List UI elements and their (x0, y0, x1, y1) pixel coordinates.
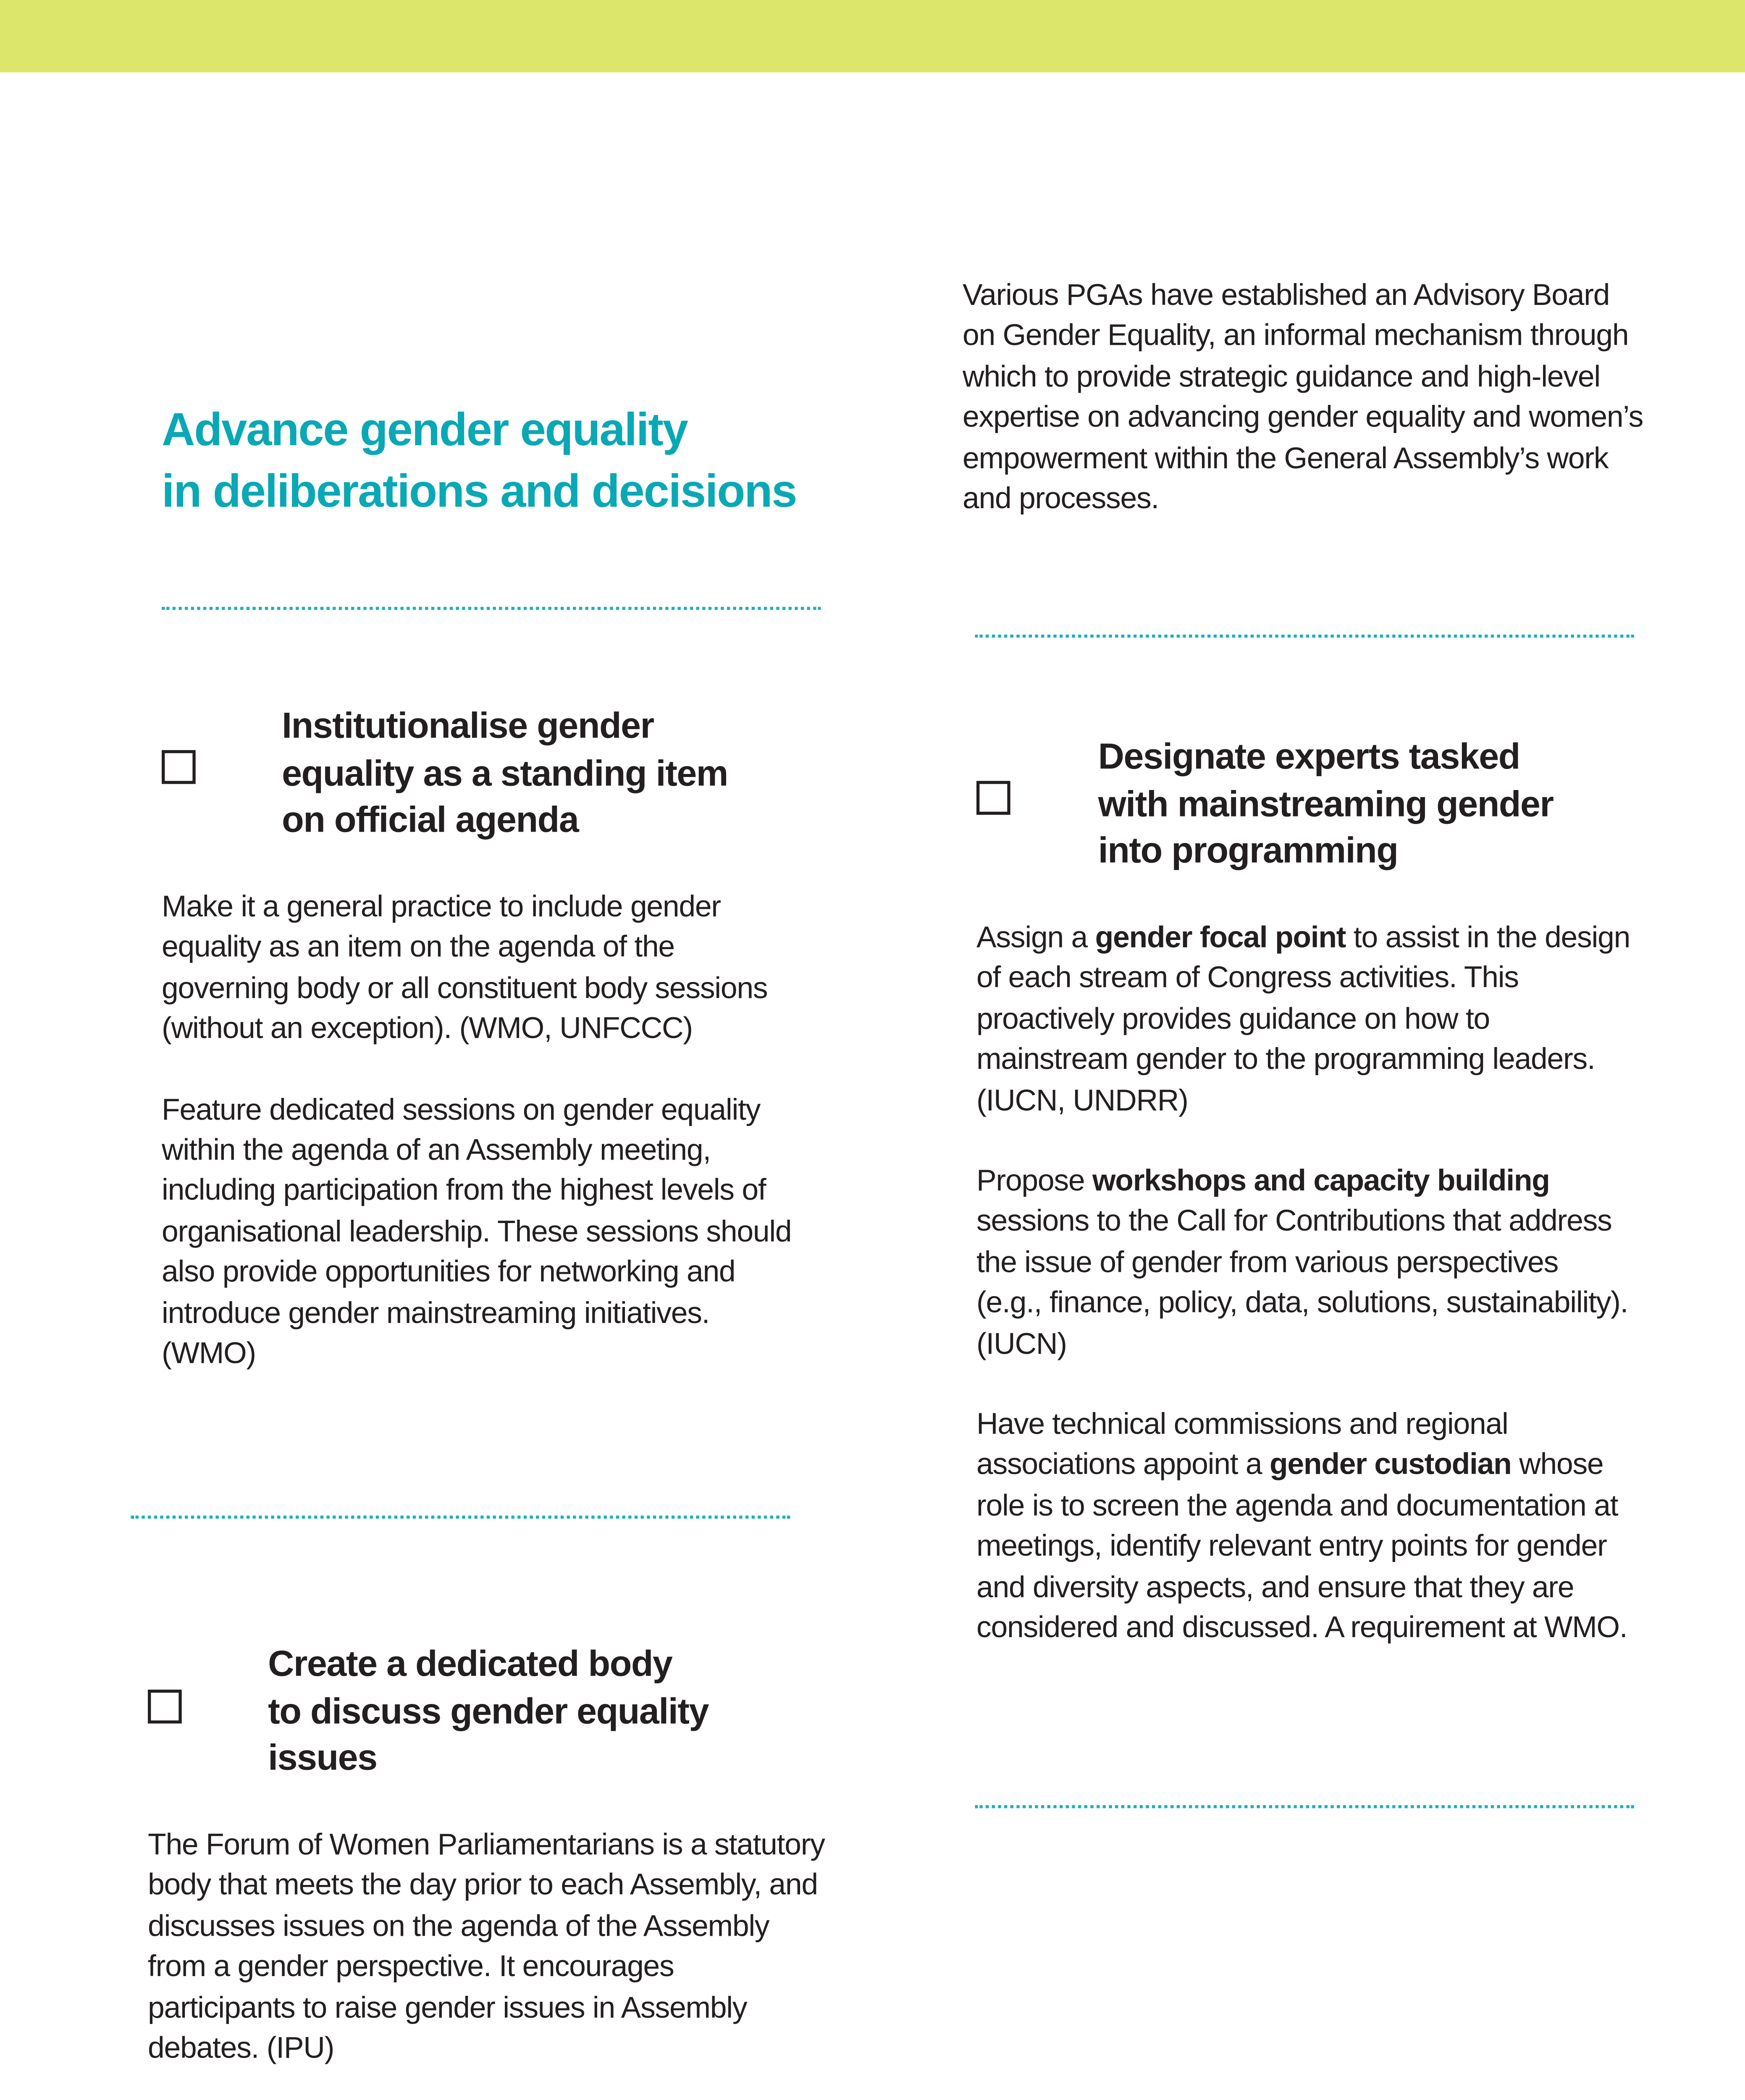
body-text: The Forum of Women Parliamentarians is a statutory body that meets the day prior to each Assembly, and discusses issues on the agenda of the Assembly from a gender perspective. It encourages participants to raise gender issues in Assembly debates. (IPU) (148, 1828, 825, 2066)
item-body-designate-experts (976, 918, 1631, 1649)
body-text: sessions to the Call for Contributions that address the issue of gender from various perspectives (e.g., finance, policy, data, solutions, sustainability). (IUCN) (976, 1205, 1628, 1361)
item-body-dedicated-body (148, 1825, 826, 2069)
body-paragraph (976, 1405, 1631, 1649)
body-paragraph (976, 918, 1631, 1121)
body-paragraph (162, 887, 808, 1050)
item-title-dedicated-body (268, 1641, 708, 1782)
body-text: Feature dedicated sessions on gender equality within the agenda of an Assembly meeting, including participation from the highest levels of organisational leadership. These sessions should also provide opportunities for networking and introduce gender mainstreaming initiatives. (WMO) (162, 1093, 792, 1371)
emphasis-text: gender focal point (1095, 921, 1346, 955)
checkbox-institutionalise-gender-equality[interactable] (162, 750, 196, 784)
section-title (162, 400, 870, 523)
item-title-designate-experts (1098, 733, 1553, 874)
item-title-line: equality as a standing item (282, 752, 728, 793)
dotted-divider (162, 607, 821, 610)
item-title-line: Institutionalise gender (282, 705, 654, 746)
section-title-line: in deliberations and decisions (162, 467, 797, 518)
body-text: Propose (976, 1164, 1092, 1199)
intro-text: Various PGAs have established an Advisory Board on Gender Equality, an informal mechanism through which to provide strategic guidance and high-level expertise on advancing gender equality and women’s empowerment within the General Assembly’s work and processes. (963, 278, 1643, 516)
emphasis-text: workshops and capacity building (1092, 1164, 1550, 1199)
item-title-line: on official agenda (282, 799, 579, 840)
body-text: Make it a general practice to include gender equality as an item on the agenda of the governing body or all constituent body sessions (without an exception). (WMO, UNFCCC) (162, 890, 768, 1046)
dotted-divider (975, 635, 1634, 638)
item-title-line: to discuss gender equality (268, 1690, 709, 1731)
header-color-band (0, 0, 1745, 72)
item-body-institutionalise (162, 887, 808, 1375)
body-text: Assign a (976, 921, 1095, 955)
item-title-line: with mainstreaming gender (1098, 783, 1553, 824)
checkbox-dedicated-body[interactable] (148, 1690, 182, 1724)
emphasis-text: gender custodian (1270, 1448, 1511, 1483)
body-text: Have technical commissions and regional associations appoint a (976, 1408, 1508, 1483)
section-title-line: Advance gender equality (162, 405, 688, 456)
item-title-line: Create a dedicated body (268, 1643, 672, 1684)
body-paragraph (148, 1825, 826, 2069)
dotted-divider (975, 1805, 1634, 1808)
item-title-line: into programming (1098, 830, 1398, 870)
body-paragraph (162, 1090, 808, 1375)
checkbox-designate-experts[interactable] (976, 781, 1010, 815)
intro-paragraph (963, 276, 1648, 520)
body-text: to assist in the design of each stream of Congress activities. This proactively provides guidance on how to mainstream gender to the programming leaders. (IUCN, UNDRR) (976, 921, 1630, 1118)
item-title-institutionalise (282, 702, 728, 843)
item-title-line: Designate experts tasked (1098, 736, 1520, 777)
item-title-line: issues (268, 1737, 377, 1777)
body-paragraph (976, 1161, 1631, 1365)
body-text: whose role is to screen the agenda and documentation at meetings, identify relevant entry points for gender and diversity aspects, and ensure that they are considered and discussed. A requirement at WMO. (976, 1448, 1627, 1645)
dotted-divider (131, 1516, 790, 1519)
